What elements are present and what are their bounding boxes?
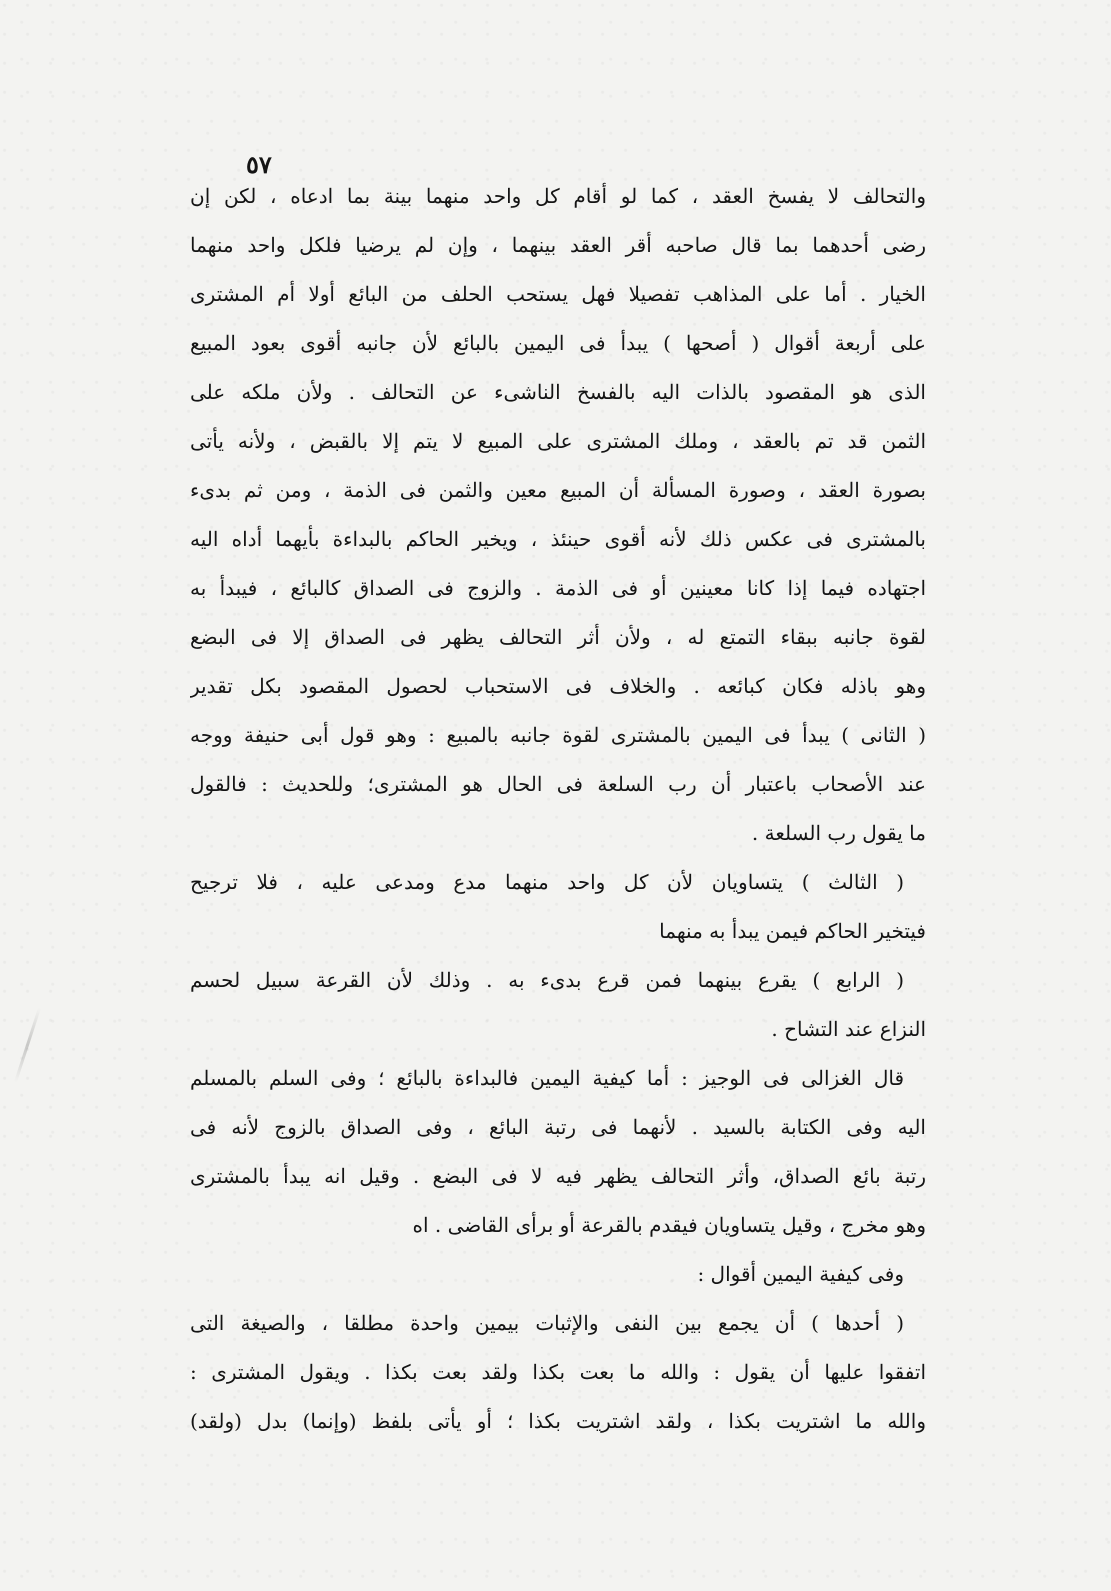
text-line: الثمن قد تم بالعقد ، وملك المشترى على المبيع لا يتم إلا بالقبض ، ولأنه يأتى [190,429,926,453]
text-line: والتحالف لا يفسخ العقد ، كما لو أقام كل واحد منهما بينة بما ادعاه ، لكن إن [190,184,926,208]
text-line: لقوة جانبه ببقاء التمتع له ، ولأن أثر التحالف يظهر فى الصداق إلا فى البضع [190,625,926,649]
text-line: ( الثالث ) يتساويان لأن كل واحد منهما مدع ومدعى عليه ، فلا ترجيح [190,870,904,894]
text-line: ( الرابع ) يقرع بينهما فمن قرع بدىء به . وذلك لأن القرعة سبيل لحسم [190,968,904,992]
text-line: رتبة بائع الصداق، وأثر التحالف يظهر فيه لا فى البضع . وقيل انه يبدأ بالمشترى [190,1164,926,1188]
text-line: قال الغزالى فى الوجيز : أما كيفية اليمين فالبداءة بالبائع ؛ وفى السلم بالمسلم [190,1066,904,1090]
text-line: ( الثانى ) يبدأ فى اليمين بالمشترى لقوة جانبه بالمبيع : وهو قول أبى حنيفة ووجه [190,723,926,747]
text-line: الذى هو المقصود بالذات اليه بالفسخ الناشىء عن التحالف . ولأن ملكه على [190,380,926,404]
text-line: النزاع عند التشاح . [771,1017,926,1041]
text-line: وهو باذله فكان كبائعه . والخلاف فى الاستحباب لحصول المقصود بكل تقدير [190,674,926,698]
text-line: اجتهاده فيما إذا كانا معينين أو فى الذمة . والزوج فى الصداق كالبائع ، فيبدأ به [190,576,926,600]
text-line: الخيار . أما على المذاهب تفصيلا فهل يستحب الحلف من البائع أولا أم المشترى [190,282,926,306]
text-line: ( أحدها ) أن يجمع بين النفى والإثبات بيمين واحدة مطلقا ، والصيغة التى [190,1311,904,1335]
text-line: فيتخير الحاكم فيمن يبدأ به منهما [659,919,926,943]
text-line: بصورة العقد ، وصورة المسألة أن المبيع معين والثمن فى الذمة ، ومن ثم بدىء [190,478,926,502]
text-line: ما يقول رب السلعة . [751,821,926,845]
text-line: وهو مخرج ، وقيل يتساويان فيقدم بالقرعة أو برأى القاضى . اه [412,1213,926,1237]
text-line: وفى كيفية اليمين أقوال : [697,1262,904,1286]
body-text [190,172,926,1446]
text-line: على أربعة أقوال ( أصحها ) يبدأ فى اليمين بالبائع لأن جانبه أقوى بعود المبيع [190,331,926,355]
page-number: ٥٧ [246,150,272,179]
text-line: رضى أحدهما بما قال صاحبه أقر العقد بينهما ، وإن لم يرضيا فلكل واحد منهما [190,233,926,257]
text-line: اليه وفى الكتابة بالسيد . لأنهما فى رتبة البائع ، وفى الصداق بالزوج لأنه فى [190,1115,926,1139]
text-line: اتفقوا عليها أن يقول : والله ما بعت بكذا ولقد بعت بكذا . ويقول المشترى : [190,1360,926,1384]
text-line: بالمشترى فى عكس ذلك لأنه أقوى حينئذ ، ويخير الحاكم بالبداءة بأيهما أداه اليه [190,527,926,551]
scan-mark [14,1007,41,1082]
text-line: والله ما اشتريت بكذا ، ولقد اشتريت بكذا ؛ أو يأتى بلفظ (وإنما) بدل (ولقد) [190,1409,926,1433]
text-line: عند الأصحاب باعتبار أن رب السلعة فى الحال هو المشترى؛ وللحديث : فالقول [190,772,926,796]
